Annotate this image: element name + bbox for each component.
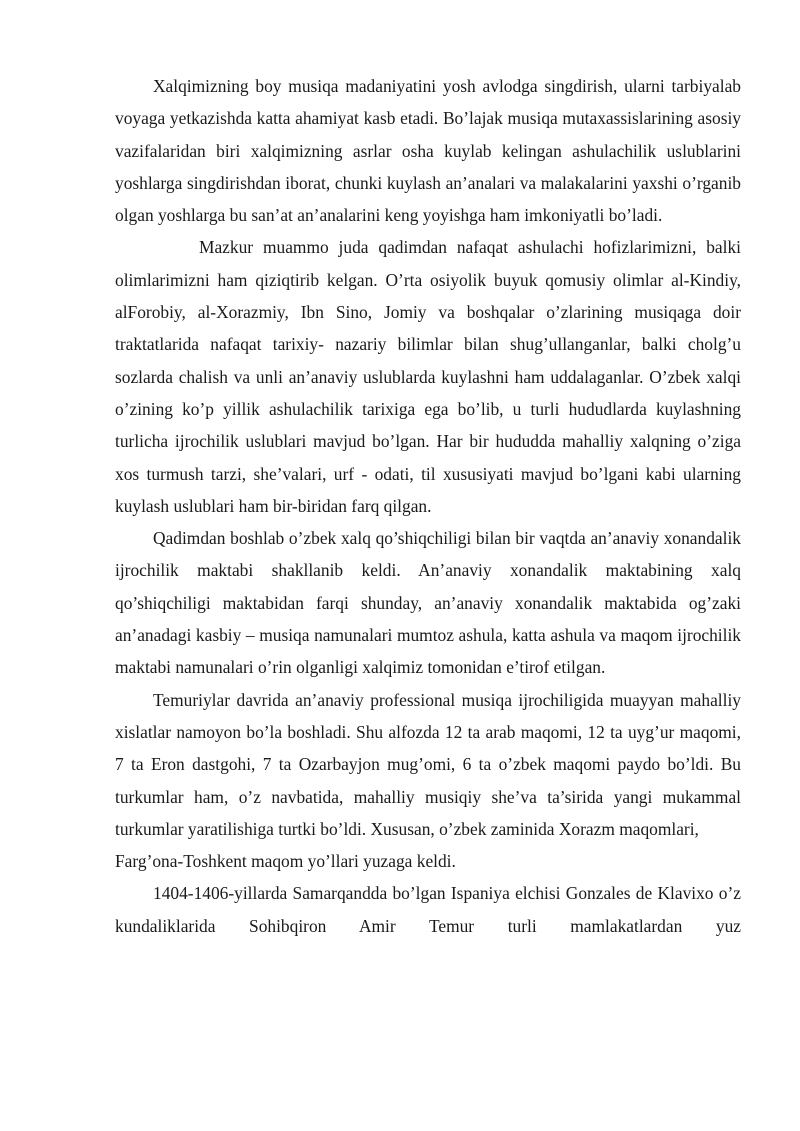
paragraph-timurid-era: Temuriylar davrida an’anaviy professional musiqa ijrochiligida muayyan mahalliy xislatlar namoyon bo’la boshladi. Shu alfozda 12 ta arab maqomi, 12 ta uyg’ur maqomi, 7 ta Eron dastgohi, 7 ta Ozarbayjon mug’omi, 6 ta o’zbek maqomi paydo bo’ldi. Bu turkumlar ham, o’z navbatida, mahalliy musiqiy she’va ta’sirida yangi mukammal turkumlar yaratilishiga turtki bo’ldi. Xususan, o’zbek zaminida Xorazm maqomlari, [115,689,741,839]
paragraph-scholars: Mazkur muammo juda qadimdan nafaqat ashulachi hofizlarimizni, balki olimlarimizni ham qiziqtirib kelgan. O’rta osiyolik buyuk qomusiy olimlar al-Kindiy, alForobiy, al-Xorazmiy, Ibn Sino, Jomiy va boshqalar o’zlarining musiqaga doir traktatlarida nafaqat tarixiy- nazariy bilimlar bilan shug’ullanganlar, balki cholg’u sozlarda chalish va unli an’anaviy uslublarda kuylashni ham uddalaganlar. O’zbek xalqi o’zining ko’p yillik ashulachilik tarixiga ega bo’lib, u turli hududlarda kuylashning turlicha ijrochilik uslublari mavjud bo’lgan. Har bir hududda mahalliy xalqning o’ziga xos turmush tarzi, she’valari, urf - odati, til xususiyati mavjud bo’lgani kabi ularning kuylash uslublari ham bir-biridan farq qilgan. [115,237,741,516]
paragraph-intro: Xalqimizning boy musiqa madaniyatini yosh avlodga singdirish, ularni tarbiyalab voyaga yetkazishda katta ahamiyat kasb etadi. Bo’lajak musiqa mutaxassislarining asosiy vazifalaridan biri xalqimizning asrlar osha kuylab kelingan ashulachilik uslublarini yoshlarga singdirishdan iborat, chunki kuylash an’analari va malakalarini yaxshi o’rganib olgan yoshlarga bu san’at an’analarini keng yoyishga ham imkoniyatli bo’ladi. [115,76,741,226]
paragraph-traditional-school: Qadimdan boshlab o’zbek xalq qo’shiqchiligi bilan bir vaqtda an’anaviy xonandalik ijrochilik maktabi shakllanib keldi. An’anaviy xonandalik maktabining xalq qo’shiqchiligi maktabidan farqi shunday, an’anaviy xonandalik maktabida og’zaki an’anadagi kasbiy – musiqa namunalari mumtoz ashula, katta ashula va maqom ijrochilik maktabi namunalari o’rin olganligi xalqimiz tomonidan e’tirof etilgan. [115,528,741,678]
paragraph-fergana-tashkent: Farg’ona-Toshkent maqom yo’llari yuzaga keldi. [115,851,456,872]
document-page [115,70,741,942]
paragraph-clavijo: 1404-1406-yillarda Samarqandda bo’lgan Ispaniya elchisi Gonzales de Klavixo o’z kundaliklarida Sohibqiron Amir Temur turli mamlakatlardan yuz [115,883,741,936]
